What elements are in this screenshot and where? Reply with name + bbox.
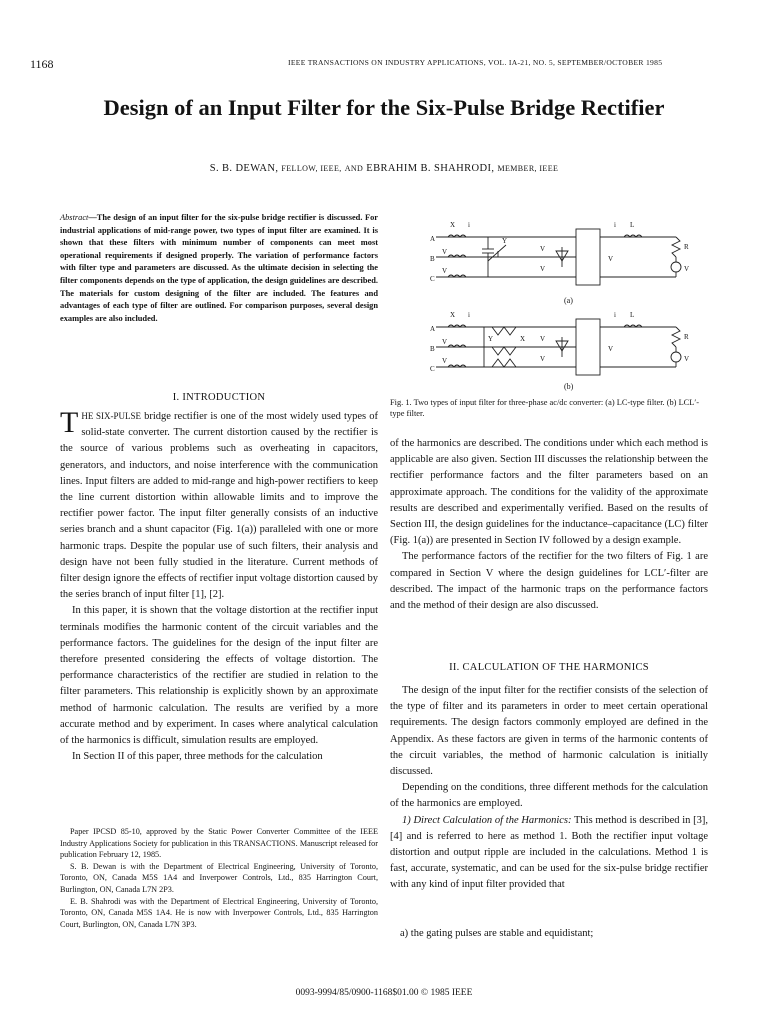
footnote-1: Paper IPCSD 85-10, approved by the Static Power Converter Committee of the IEEE Industry Applications Society for publication in this TRANSACTIONS. Manuscript released for publication February 12, 1985. [60,827,378,860]
fig-b-label-vab: V [442,338,448,346]
intro-paragraph-1 [60,408,378,603]
fig-b-label-vd: V [608,345,614,353]
author-conjunction: AND [344,164,364,173]
sec2-paragraph-3 [390,813,708,894]
fig-label-vd: V [608,255,614,263]
condition-item-a: a) the gating pulses are stable and equidistant; [400,928,594,939]
sec2-paragraph-2: Depending on the conditions, three different methods for the calculation of the harmonics are employed. [390,782,708,810]
fig-b-label-B: B [430,345,435,353]
journal-header: IEEE TRANSACTIONS ON INDUSTRY APPLICATIONS, VOL. IA-21, NO. 5, SEPTEMBER/OCTOBER 1985 [288,58,663,67]
method-1-text: This method is described in [3], [4] and is referred to here as method 1. Both the rectifier input voltage distortion and output ripple are included in the calculations. Method 1 is fast, accurate, systematic, and can be used for the six-pulse bridge rectifier with any kind of input filter provided that [390,814,708,891]
author-line [60,163,708,174]
figure-label-a: (a) [564,296,573,305]
figure-1-circuits [428,215,708,395]
fig-b-label-ld: L [630,311,635,319]
fig-label-id: i [614,221,616,229]
footnote [60,826,378,930]
section-heading-2: II. CALCULATION OF THE HARMONICS [449,662,649,673]
right-column-body [390,436,708,614]
fig-label-ld: L [630,221,635,229]
fig-b-label-rd: R [684,333,689,341]
figure-label-b: (b) [564,382,574,391]
fig-b-label-xl: X [450,311,456,319]
intro-paragraph-2: In this paper, it is shown that the voltage distortion at the rectifier input terminals modifies the harmonic content of the circuit variables and the performance factors. The guidelines for the design of the input filter are therefore presented considering the effects of voltage distortion. The performance characteristics of the rectifier are studied in relation to the filter parameters. This relationship is explicitly shown by an approximate method of harmonic calculation. The results are verified by a more accurate method and by experiment. In cases where analytical calculation of the harmonics is difficult, simulation results are employed. [60,605,378,747]
author-1-grade: FELLOW, IEEE, [281,164,342,173]
abstract-label: Abstract [60,213,89,222]
fig-b-label-xlp: X [520,335,526,343]
fig-b-label-vc: V [684,355,690,363]
fig-label-vab: V [442,248,448,256]
fig-label-rd: R [684,243,689,251]
author-2-grade: MEMBER, IEEE [497,164,559,173]
fig-b-label-vbc-prime: V [540,355,546,363]
fig-label-vc: V [684,265,690,273]
figure-caption: Fig. 1. Two types of input filter for three-phase ac/dc converter: (a) LC-type filter. (b) LCL′-type filter. [390,398,700,418]
abstract [60,212,378,325]
method-1-heading: 1) Direct Calculation of the Harmonics: [402,814,572,826]
circuit-b [436,319,681,375]
footnote-2: S. B. Dewan is with the Department of Electrical Engineering, University of Toronto, Toronto, ON, Canada M5S 1A4 and Inverpower Controls, Ltd., 835 Harrington Court, Burlington, ON, Canada L7N 2P3. [60,861,378,894]
fig-label-xl: X [450,221,456,229]
fig-label-B: B [430,255,435,263]
intro-body [60,408,378,765]
footnote-3: E. B. Shahrodi was with the Department of Electrical Engineering, University of Toronto, Toronto, ON, Canada M5S 1A4. He is now with Inverpower Controls, Ltd., 835 Harrington Court, Burlington, ON, Canada L7N 3P3. [60,896,378,929]
right-paragraph-1: of the harmonics are described. The conditions under which each method is applicable are also given. Section III discusses the relationship between the rectifier performance factors and the filter parameters based on an approximate approach. The conditions for the validity of the approximate results are described and experimentally verified. Based on the results of Section III, the design guidelines for the inductance–capacitance (LC) filter (Fig. 1(a)) are presented in Section IV followed by a design example. [390,438,708,547]
sec2-paragraph-1: The design of the input filter for the rectifier consists of the selection of the type of filter and its parameters in order to meet certain operational requirements. The design factors commonly employed are defined in the Appendix. As these factors are given in terms of the harmonic contents of the circuit variables, the method of harmonic calculation is initially discussed. [390,685,708,778]
copyright-line: 0093-9994/85/0900-1168$01.00 © 1985 IEEE [295,988,473,998]
fig-b-label-id: i [614,311,616,319]
section-2-body [390,683,708,894]
paper-title: Design of an Input Filter for the Six-Pulse Bridge Rectifier [103,95,665,120]
fig-b-label-il: i [468,311,470,319]
fig-label-vbc: V [442,267,448,275]
page-number: 1168 [30,57,54,71]
fig-b-label-vbc: V [442,357,448,365]
fig-label-C: C [430,275,435,283]
section-heading-intro: I. INTRODUCTION [172,392,266,403]
fig-label-yc: Y [502,237,508,245]
abstract-text: —The design of an input filter for the six-pulse bridge rectifier is discussed. For industrial applications of mid-range power, two types of input filter are examined. It is shown that these filters with minimum number of components can meet most operational requirements if designed properly. The variation of performance factors with filter type and parameters are discussed. As the ultimate decision in selecting the filter components depends on the type of application, the design guidelines are described. The materials for custom designing of the filter are included. The features and advantages of each type of filter are outlined. For comparison purposes, several design examples are also included. [60,213,378,323]
fig-label-il: i [468,221,470,229]
fig-b-label-yc: Y [488,335,494,343]
drop-cap: T [60,406,79,439]
intro-lead: HE SIX-PULSE [81,411,142,421]
right-paragraph-2: The performance factors of the rectifier for the two filters of Fig. 1 are compared in Section V where the design guidelines for LCL′-filter are described. The impact of the harmonic traps on the performance factors and the method of their design are also discussed. [390,551,708,612]
author-1: S. B. DEWAN, [209,163,279,174]
fig-label-vbc-prime: V [540,265,546,273]
fig-b-label-vab-prime: V [540,335,546,343]
author-2: EBRAHIM B. SHAHRODI, [366,163,495,174]
circuit-a [436,229,681,285]
intro-p1-text: bridge rectifier is one of the most widely used types of solid-state converter. The current distortion caused by the rectifier is the source of various problems such as overheating in capacitors, generators, and inductors, and noise interference with the communication lines. Input filters are added to mid-range and high-power rectifiers to keep the line current distortion within allowable limits and to improve the rectifier power factor. The input filter generally consists of an inductive series branch and a shunt capacitor (Fig. 1(a)) paralleled with one or more harmonic traps. Despite the popular use of such filters, their analysis and design have not been fully studied in the literature. Current methods of filter design ignore the effects of rectifier input voltage distortion caused by the series branch of input filter [1], [2]. [60,411,378,601]
fig-b-label-A: A [430,325,436,333]
fig-label-A: A [430,235,436,243]
fig-b-label-C: C [430,365,435,373]
fig-label-vab-prime: V [540,245,546,253]
intro-paragraph-3: In Section II of this paper, three methods for the calculation [72,751,323,763]
